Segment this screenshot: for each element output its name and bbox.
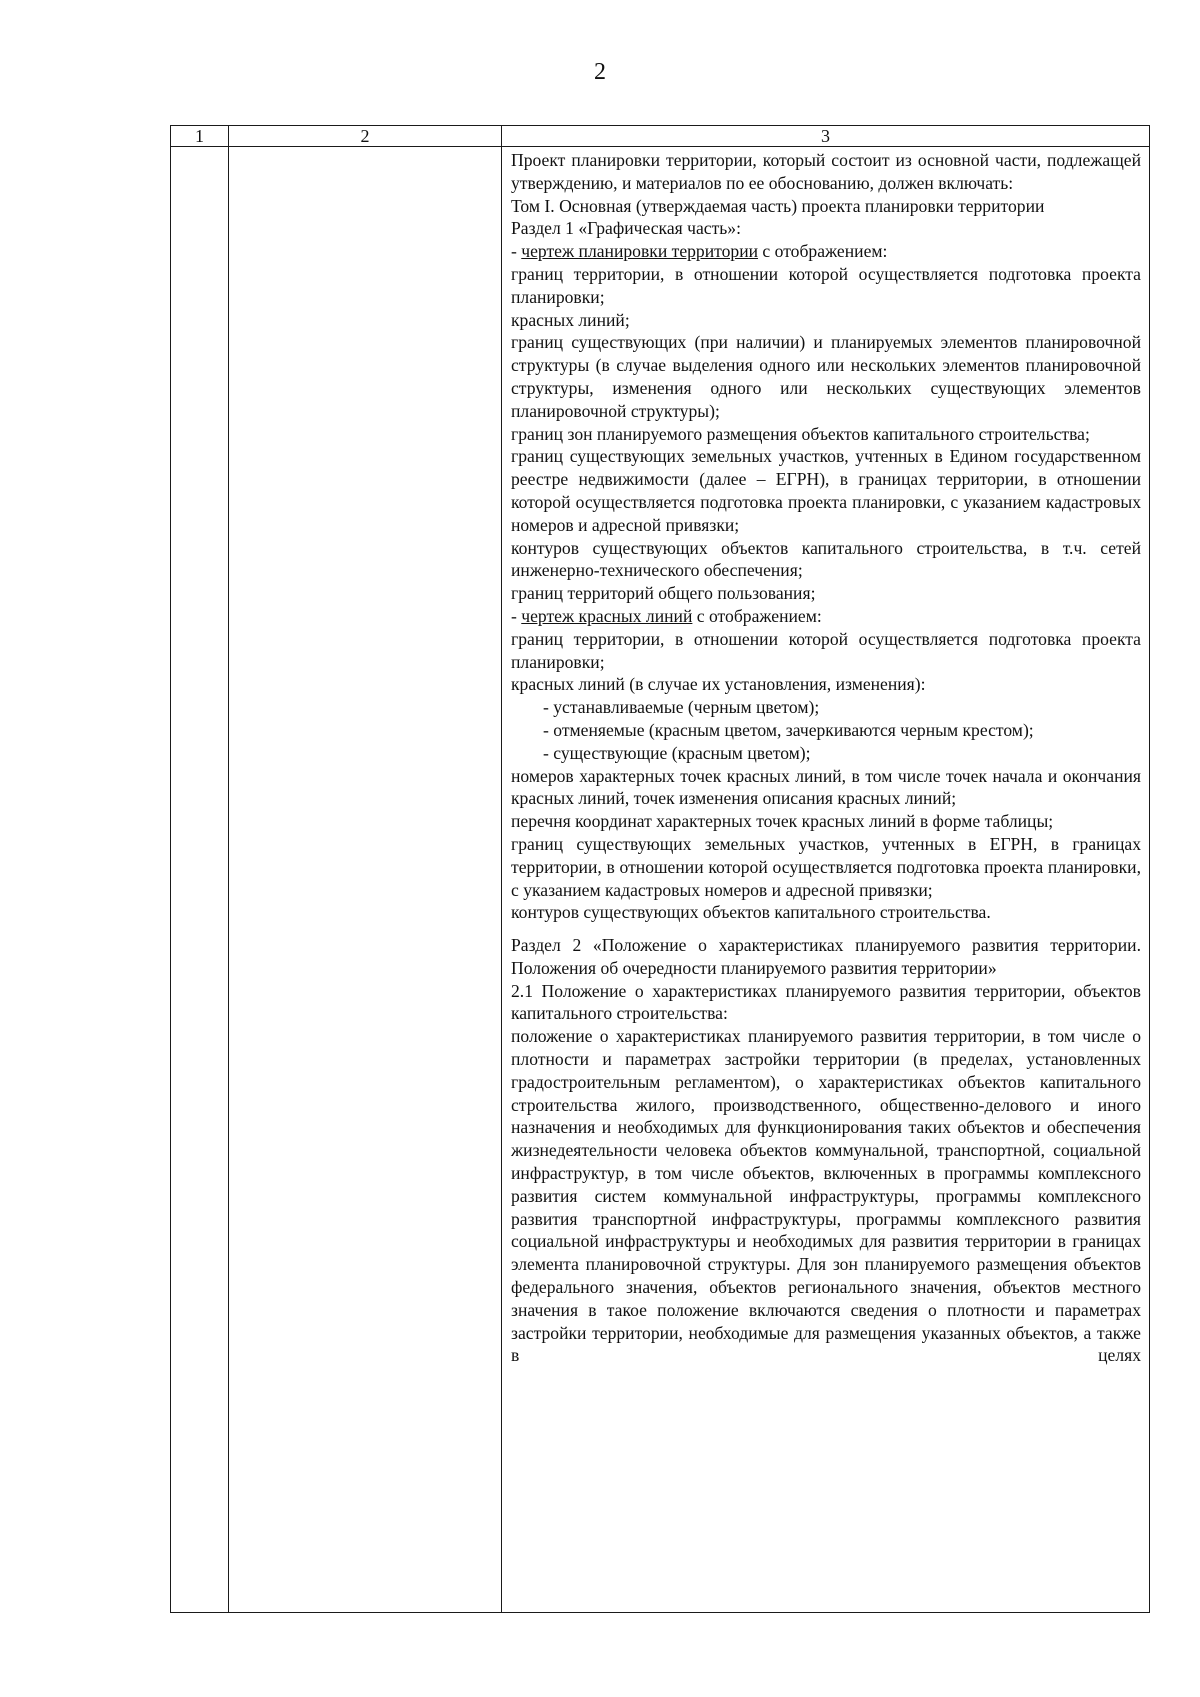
requirements-table (170, 125, 1150, 1613)
planning-drawing-suffix: с отображением: (758, 241, 888, 262)
requirements-text (502, 147, 1149, 1367)
page-number: 2 (594, 59, 606, 85)
table-header-row (171, 126, 1150, 147)
list-item-established: - устанавливаемые (черным цветом); (543, 697, 820, 718)
list-item-cancelled: - отменяемые (красным цветом, зачеркиваются черным крестом); (543, 719, 1034, 740)
paragraph-construction-zones: границ зон планируемого размещения объектов капитального строительства; (511, 423, 1090, 444)
list-dash: - (511, 605, 522, 626)
table-cell-col3 (502, 147, 1150, 1613)
paragraph-intro: Проект планировки территории, который состоит из основной части, подлежащей утверждению, и материалов по ее обоснованию, должен включать: (511, 150, 1141, 193)
list-item-existing: - существующие (красным цветом); (543, 742, 811, 763)
paragraph-structure-elements: границ существующих (при наличии) и планируемых элементов планировочной структуры (в случае выделения одного или нескольких элементов планировочной структуры, изменения одного или нескольких существующих элементов планировочной структуры); (511, 332, 1141, 421)
paragraph-volume-title: Том I. Основная (утверждаемая часть) проекта планировки территории (511, 195, 1045, 216)
paragraph-red-lines: красных линий; (511, 309, 630, 330)
column-header-1: 1 (171, 126, 229, 147)
list-dash: - (511, 241, 522, 262)
column-header-3: 3 (502, 126, 1150, 147)
paragraph-land-plots-2: границ существующих земельных участков, учтенных в ЕГРН, в границах территории, в отношении которой осуществляется подготовка проекта планировки, с указанием кадастровых номеров и адресной привязки; (511, 833, 1141, 900)
paragraph-public-areas: границ территорий общего пользования; (511, 583, 816, 604)
paragraph-land-plots: границ существующих земельных участков, учтенных в Едином государственном реестре недвижимости (далее – ЕГРН), в границах территории, в отношении которой осуществляется подготовка проекта планировки, с указанием кадастровых номеров и адресной привязки; (511, 446, 1141, 535)
paragraph-point-numbers: номеров характерных точек красных линий, в том числе точек начала и окончания красных линий, точек изменения описания красных линий; (511, 765, 1141, 809)
paragraph-section2-title: Раздел 2 «Положение о характеристиках планируемого развития территории. Положения об очередности планируемого развития территории» (511, 935, 1141, 978)
paragraph-red-lines-drawing (511, 605, 1141, 628)
paragraph-building-contours: контуров существующих объектов капитального строительства, в т.ч. сетей инженерно-технического обеспечения; (511, 537, 1141, 581)
paragraph-coordinates-list: перечня координат характерных точек красных линий в форме таблицы; (511, 811, 1054, 832)
red-lines-drawing-suffix: с отображением: (692, 605, 822, 626)
column-header-2: 2 (229, 126, 502, 147)
paragraph-territory-bounds: границ территории, в отношении которой осуществляется подготовка проекта планировки; (511, 263, 1141, 307)
table-row (171, 147, 1150, 1613)
planning-drawing-term: чертеж планировки территории (521, 241, 759, 262)
paragraph-section1-title: Раздел 1 «Графическая часть»: (511, 218, 741, 239)
paragraph-building-contours-2: контуров существующих объектов капитального строительства. (511, 902, 991, 923)
paragraph-development-characteristics: положение о характеристиках планируемого развития территории, в том числе о плотности и параметрах застройки территории (в пределах, установленных градостроительным регламентом), о характеристиках объектов капитального строительства жилого, производственного, общественно-делового и иного назначения и необходимых для функционирования таких объектов и обеспечения жизнедеятельности человека объектов коммунальной, транспортной, социальной инфраструктур, в том числе объектов, включенных в программы комплексного развития систем коммунальной инфраструктуры, программы комплексного развития транспортной инфраструктуры, программы комплексного развития социальной инфраструктуры и необходимых для развития территории в границах элемента планировочной структуры. Для зон планируемого размещения объектов федерального значения, объектов регионального значения, объектов местного значения в такое положение включаются сведения о плотности и параметрах застройки территории, необходимые для размещения указанных объектов, а также в целях (511, 1026, 1141, 1366)
paragraph-red-lines-types: красных линий (в случае их установления, изменения): (511, 674, 926, 695)
paragraph-subsection-2-1: 2.1 Положение о характеристиках планируемого развития территории, объектов капитального строительства: (511, 980, 1141, 1024)
red-lines-drawing-term: чертеж красных линий (521, 605, 693, 626)
table-cell-col1 (171, 147, 229, 1613)
paragraph-territory-bounds-2: границ территории, в отношении которой осуществляется подготовка проекта планировки; (511, 628, 1141, 672)
paragraph-planning-drawing (511, 240, 1141, 263)
table-cell-col2 (229, 147, 502, 1613)
